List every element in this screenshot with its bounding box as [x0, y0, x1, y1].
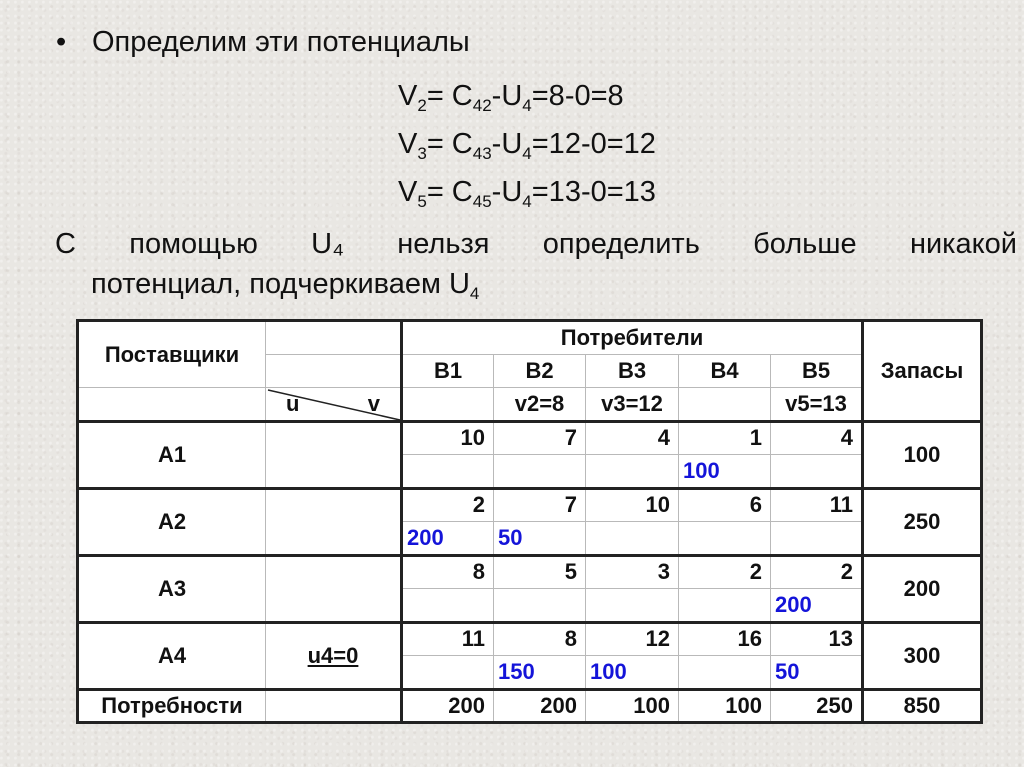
demand-b5: 250	[771, 689, 863, 723]
column-header-b5: B5	[771, 354, 863, 388]
cost-cell: 4	[586, 421, 679, 455]
allocation-cell	[586, 522, 679, 556]
blank-cell	[266, 354, 402, 388]
potential-u3	[266, 555, 402, 622]
demand-b4: 100	[679, 689, 771, 723]
allocation-cell: 200	[402, 522, 494, 556]
allocation-cell	[771, 455, 863, 489]
column-header-b4: B4	[679, 354, 771, 388]
formula-v2: $V_2= C_{42}-U_4=8-0=8$	[398, 80, 624, 115]
cost-cell: 11	[402, 622, 494, 656]
cost-cell: 2	[771, 555, 863, 589]
cost-cell: 2	[402, 488, 494, 522]
supplier-a3: A3	[78, 555, 266, 622]
word: никакой	[909, 228, 1017, 260]
blank-cell	[266, 321, 402, 355]
allocation-cell	[402, 455, 494, 489]
explanation-paragraph	[55, 224, 1017, 304]
column-header-b2: B2	[494, 354, 586, 388]
uv-diagonal-cell	[266, 388, 402, 422]
v-label: v	[367, 391, 380, 416]
cost-cell: 6	[679, 488, 771, 522]
bullet-text: Определим эти потенциалы	[92, 26, 470, 58]
allocation-cell	[679, 589, 771, 623]
cost-cell: 8	[494, 622, 586, 656]
cost-cell: 13	[771, 622, 863, 656]
word: нельзя	[397, 228, 490, 260]
cost-cell: 1	[679, 421, 771, 455]
bullet-symbol: •	[56, 26, 67, 58]
supplier-a2: A2	[78, 488, 266, 555]
bullet-heading	[56, 26, 470, 59]
potential-v5: v5=13	[771, 388, 863, 422]
allocation-cell: 100	[586, 656, 679, 690]
demand-b3: 100	[586, 689, 679, 723]
supplier-a1: A1	[78, 421, 266, 488]
allocation-cell	[771, 522, 863, 556]
potential-v2: v2=8	[494, 388, 586, 422]
allocation-cell	[402, 656, 494, 690]
potential-v4	[679, 388, 771, 422]
potential-v1	[402, 388, 494, 422]
stock-header: Запасы	[863, 321, 982, 422]
paragraph-line-1	[55, 224, 1017, 264]
formula-v5: $V_5= C_{45}-U_4=13-0=13$	[398, 176, 656, 211]
allocation-cell: 200	[771, 589, 863, 623]
demand-label: Потребности	[78, 689, 266, 723]
allocation-cell	[586, 455, 679, 489]
u-label: u	[286, 391, 300, 416]
allocation-cell	[494, 589, 586, 623]
word: С	[55, 228, 76, 260]
stock-a1: 100	[863, 421, 982, 488]
stock-a4: 300	[863, 622, 982, 689]
potential-v3: v3=12	[586, 388, 679, 422]
column-header-b3: B3	[586, 354, 679, 388]
stock-a2: 250	[863, 488, 982, 555]
allocation-cell	[494, 455, 586, 489]
paragraph-line-2: потенциал, подчеркиваем $U_4$	[91, 268, 480, 303]
allocation-cell: 50	[494, 522, 586, 556]
cost-cell: 3	[586, 555, 679, 589]
column-header-b1: B1	[402, 354, 494, 388]
word: больше	[753, 228, 857, 260]
cost-cell: 10	[402, 421, 494, 455]
blank-cell	[78, 388, 266, 422]
allocation-cell	[586, 589, 679, 623]
allocation-cell: 50	[771, 656, 863, 690]
transport-table	[76, 319, 983, 724]
potential-u1	[266, 421, 402, 488]
cost-cell: 16	[679, 622, 771, 656]
cost-cell: 2	[679, 555, 771, 589]
potential-u4: u4=0	[266, 622, 402, 689]
word: U₄	[311, 228, 344, 260]
allocation-cell	[679, 656, 771, 690]
cost-cell: 8	[402, 555, 494, 589]
allocation-cell	[402, 589, 494, 623]
cost-cell: 7	[494, 488, 586, 522]
consumers-header: Потребители	[402, 321, 863, 355]
supplier-a4: A4	[78, 622, 266, 689]
allocation-cell: 150	[494, 656, 586, 690]
cost-cell: 12	[586, 622, 679, 656]
cost-cell: 5	[494, 555, 586, 589]
blank-cell	[266, 689, 402, 723]
formula-v3: $V_3= C_{43}-U_4=12-0=12$	[398, 128, 656, 163]
potential-u2	[266, 488, 402, 555]
cost-cell: 11	[771, 488, 863, 522]
word: помощью	[129, 228, 258, 260]
word: определить	[542, 228, 700, 260]
cost-cell: 7	[494, 421, 586, 455]
total-stock: 850	[863, 689, 982, 723]
demand-b1: 200	[402, 689, 494, 723]
allocation-cell: 100	[679, 455, 771, 489]
stock-a3: 200	[863, 555, 982, 622]
suppliers-header: Поставщики	[78, 321, 266, 388]
allocation-cell	[679, 522, 771, 556]
cost-cell: 4	[771, 421, 863, 455]
demand-b2: 200	[494, 689, 586, 723]
cost-cell: 10	[586, 488, 679, 522]
